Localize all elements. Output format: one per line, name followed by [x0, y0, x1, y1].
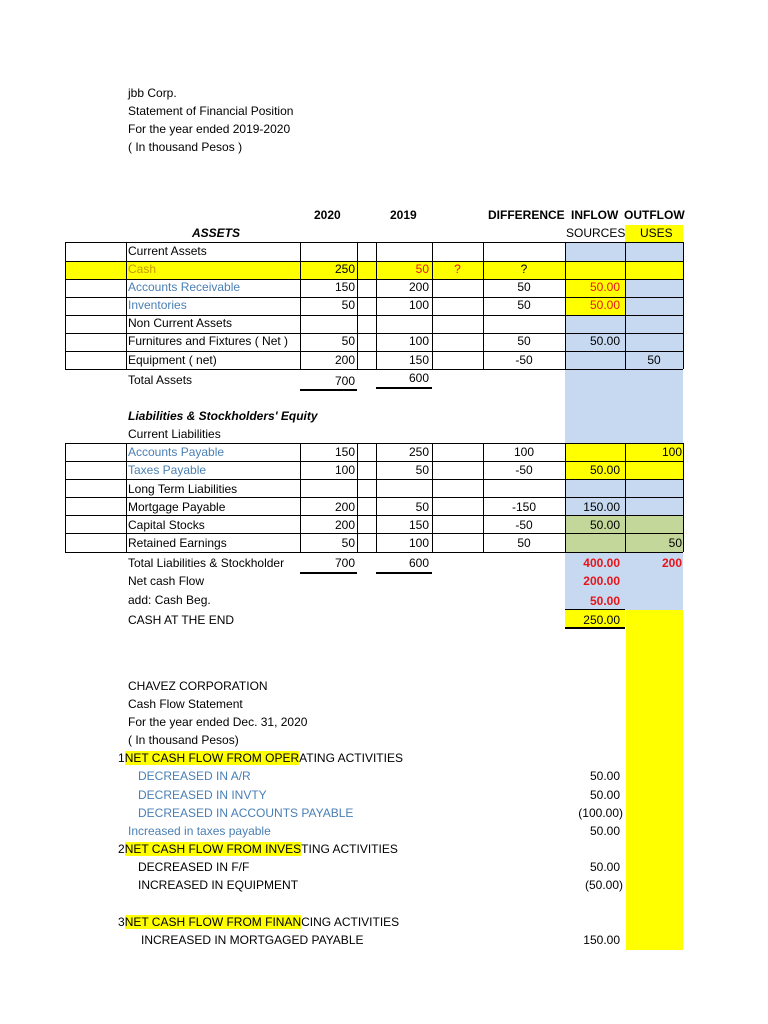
current-liabilities-label: Current Liabilities	[128, 427, 221, 441]
difference: 100	[513, 445, 535, 459]
total-liabilities-label: Total Liabilities & Stockholder	[128, 556, 285, 570]
difference: 50	[517, 280, 531, 294]
total-assets-2020: 700	[334, 374, 355, 388]
row-label: Mortgage Payable	[128, 500, 226, 514]
outflow-value: 100	[661, 445, 682, 459]
total-inflow: 400.00	[583, 556, 620, 570]
statement-period: For the year ended 2019-2020	[128, 122, 291, 136]
total-outflow: 200	[661, 556, 682, 570]
fin-item-label: INCREASED IN MORTGAGED PAYABLE	[141, 933, 364, 947]
inflow-value: 50.00	[589, 298, 620, 312]
cfs-period: For the year ended Dec. 31, 2020	[128, 715, 308, 729]
op-item-label: DECREASED IN A/R	[138, 769, 251, 783]
value-2020: 200	[334, 353, 355, 367]
difference: -50	[515, 353, 533, 367]
value-2019: 150	[408, 518, 429, 532]
col-outflow: OUTFLOW	[624, 208, 685, 222]
col-sources: SOURCES	[566, 226, 626, 240]
section-number: 2	[118, 842, 125, 856]
difference: ?	[520, 262, 528, 276]
net-cash-flow-label: Net cash Flow	[128, 574, 205, 588]
row-label: Inventories	[128, 298, 187, 312]
cash-beg-label: add: Cash Beg.	[128, 593, 211, 607]
row-label: Cash	[128, 262, 157, 276]
value-2020: 200	[334, 518, 355, 532]
op-item-label: DECREASED IN INVTY	[138, 788, 267, 802]
liabilities-heading: Liabilities & Stockholders' Equity	[128, 409, 318, 423]
total-liabilities-2020: 700	[334, 556, 355, 570]
section-title-highlight: NET CASH FLOW FROM FINAN	[124, 915, 302, 929]
fin-item-value: 150.00	[583, 933, 620, 947]
inflow-value: 50.00	[589, 518, 620, 532]
cfs-title: Cash Flow Statement	[128, 697, 243, 711]
inv-item-label: DECREASED IN F/F	[138, 860, 250, 874]
cash-end-value: 250.00	[583, 613, 620, 627]
uses-yellow-column	[626, 610, 683, 950]
row-label: Non Current Assets	[128, 316, 233, 330]
op-extra-label: Increased in taxes payable	[128, 824, 271, 838]
section-title-highlight: NET CASH FLOW FROM INVES	[124, 842, 302, 856]
company-name: jbb Corp.	[128, 86, 177, 100]
col-uses: USES	[640, 226, 673, 240]
section-financing	[118, 914, 399, 930]
value-2019: 200	[408, 280, 429, 294]
row-label: Long Term Liabilities	[128, 482, 238, 496]
row-label: Capital Stocks	[128, 518, 205, 532]
inv-item-value: 50.00	[589, 860, 620, 874]
outflow-value: 50	[668, 536, 682, 550]
net-cash-flow-value: 200.00	[583, 574, 620, 588]
col-2020: 2020	[314, 208, 341, 222]
cfs-company: CHAVEZ CORPORATION	[128, 679, 268, 693]
op-item-value: 50.00	[589, 788, 620, 802]
inflow-value: 50.00	[589, 334, 620, 348]
value-2019: 100	[408, 536, 429, 550]
col-difference: DIFFERENCE	[488, 208, 565, 222]
total-assets-2019: 600	[408, 371, 429, 385]
value-2019: 50	[415, 500, 429, 514]
cash-beg-value: 50.00	[589, 594, 620, 608]
col-inflow: INFLOW	[571, 208, 619, 222]
row-label: Current Assets	[128, 244, 207, 258]
section-number: 1	[118, 751, 125, 765]
difference: 50	[517, 298, 531, 312]
question-mark: ?	[454, 262, 461, 276]
difference: 50	[517, 334, 531, 348]
value-2020: 50	[341, 334, 355, 348]
cash-row-fill	[65, 261, 683, 279]
total-liabilities-2019: 600	[408, 556, 429, 570]
value-2019: 50	[415, 262, 429, 276]
value-2019: 50	[415, 463, 429, 477]
outflow-value: 50	[647, 353, 661, 367]
op-item-value: (100.00)	[578, 806, 623, 820]
statement-unit: ( In thousand Pesos )	[128, 140, 243, 154]
op-extra-value: 50.00	[589, 824, 620, 838]
section-number: 3	[118, 915, 125, 929]
row-label: Furnitures and Fixtures ( Net )	[128, 334, 289, 348]
assets-heading: ASSETS	[192, 226, 241, 240]
section-investing	[118, 841, 398, 857]
section-title-rest: TING ACTIVITIES	[301, 842, 398, 856]
value-2020: 50	[341, 298, 355, 312]
value-2020: 150	[334, 445, 355, 459]
inv-item-label: INCREASED IN EQUIPMENT	[138, 878, 299, 892]
statement-title: Statement of Financial Position	[128, 104, 294, 118]
cfs-unit: ( In thousand Pesos)	[128, 733, 239, 747]
value-2020: 250	[334, 262, 355, 276]
col-2019: 2019	[390, 208, 417, 222]
value-2019: 100	[408, 334, 429, 348]
value-2020: 100	[334, 463, 355, 477]
difference: -50	[515, 463, 533, 477]
section-operating	[118, 750, 403, 766]
section-title-highlight: NET CASH FLOW FROM OPER	[124, 751, 300, 765]
inflow-value: 50.00	[589, 463, 620, 477]
inflow-value: 50.00	[589, 280, 620, 294]
value-2019: 100	[408, 298, 429, 312]
row-label: Accounts Receivable	[128, 280, 241, 294]
value-2019: 150	[408, 353, 429, 367]
row-label: Accounts Payable	[128, 445, 225, 459]
value-2019: 250	[408, 445, 429, 459]
op-item-label: DECREASED IN ACCOUNTS PAYABLE	[138, 806, 354, 820]
inv-item-value: (50.00)	[584, 878, 623, 892]
inflow-value: 150.00	[583, 500, 620, 514]
value-2020: 50	[341, 536, 355, 550]
section-title-rest: ATING ACTIVITIES	[299, 751, 403, 765]
section-title-rest: CING ACTIVITIES	[301, 915, 400, 929]
cash-end-label: CASH AT THE END	[128, 613, 235, 627]
value-2020: 200	[334, 500, 355, 514]
difference: 50	[517, 536, 531, 550]
value-2020: 150	[334, 280, 355, 294]
total-assets-label: Total Assets	[128, 373, 193, 387]
row-label: Retained Earnings	[128, 536, 227, 550]
difference: -150	[511, 500, 537, 514]
difference: -50	[515, 518, 533, 532]
row-label: Taxes Payable	[128, 463, 207, 477]
op-item-value: 50.00	[589, 769, 620, 783]
row-label: Equipment ( net)	[128, 353, 217, 367]
